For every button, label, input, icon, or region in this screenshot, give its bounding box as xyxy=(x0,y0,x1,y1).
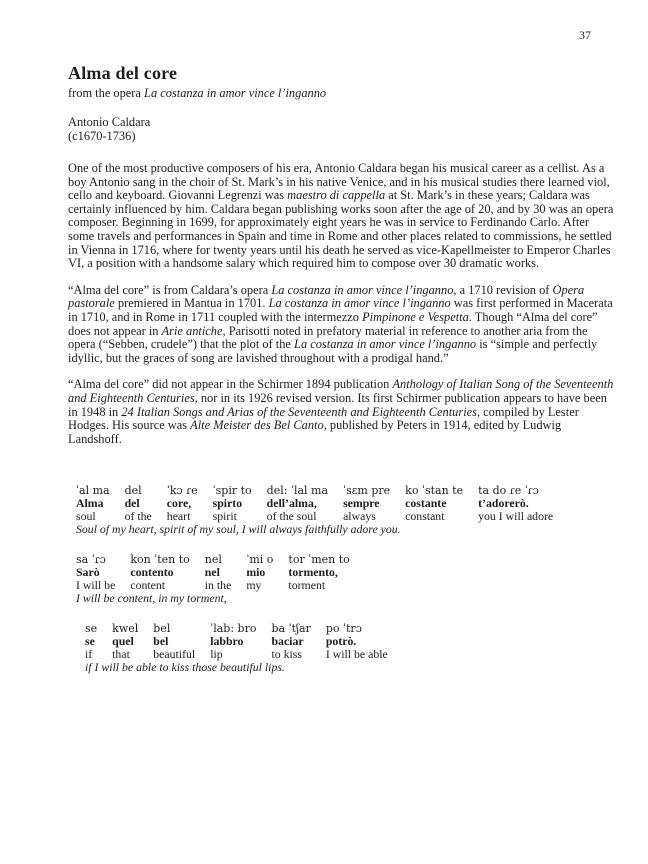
word-column xyxy=(478,484,553,523)
text-run: , nor in its 1926 revised version. Its first Schirmer publication appears to have been in 1948 in xyxy=(68,390,607,419)
italian-line: mio xyxy=(246,565,266,580)
italian-line: tormento, xyxy=(288,565,338,580)
italian-line: core, xyxy=(166,496,192,511)
gloss-line: my xyxy=(246,578,262,593)
italian-line: potrò. xyxy=(325,634,357,649)
translation-section xyxy=(76,484,614,674)
ipa-line: bel xyxy=(153,622,171,636)
italian-line: costante xyxy=(405,496,447,511)
text-run: at St. Mark’s in these years; Caldara was certainly influenced by him. Caldara began publishing works soon after the age of 20, and by 30 was an opera composer. Beginning in 1699, for approximately eight years he was in service to Ferdinando Carlo. After some travels and performances in Spain and time in Rome and other places related to commissions, he settled in Vienna in 1716, where for twenty years until his death he served as vice-Kapellmeister to Emperor Charles VI, a position with a handsome salary which required him to compose over 30 dramatic works. xyxy=(68,188,614,271)
text-run: from the opera xyxy=(68,86,145,100)
ipa-line: ko ˈstan te xyxy=(405,484,464,498)
word-column xyxy=(153,622,195,661)
ipa-line: nel xyxy=(204,553,222,567)
italic-text-run: La costanza in amor vince l’inganno xyxy=(268,296,451,311)
italian-line: se xyxy=(85,634,95,649)
gloss-line: you I will adore xyxy=(478,509,554,524)
italic-text-run: La costanza in amor vince l’inganno xyxy=(144,86,327,100)
word-column xyxy=(405,484,463,523)
gloss-line: in the xyxy=(204,578,232,593)
word-column xyxy=(271,622,310,661)
italic-text-run: Opera pastorale xyxy=(68,282,585,311)
gloss-line: to kiss xyxy=(271,647,302,662)
paragraph-publication-history xyxy=(68,378,614,446)
ipa-line: ˈlab: bro xyxy=(210,622,257,636)
italic-text-run: Arie antiche xyxy=(161,323,223,338)
word-column xyxy=(112,622,138,661)
song-subtitle xyxy=(68,86,614,100)
word-column xyxy=(125,484,152,523)
gloss-line: if xyxy=(85,647,93,662)
word-column xyxy=(205,553,232,592)
text-run: “Alma del core” is from Caldara’s opera xyxy=(68,282,272,297)
stanza-1 xyxy=(76,484,614,536)
song-title: Alma del core xyxy=(68,63,178,83)
word-column xyxy=(267,484,328,523)
italian-line: baciar xyxy=(271,634,304,649)
ipa-line: ˈsɛm pre xyxy=(343,484,391,498)
ipa-line: ˈmi o xyxy=(246,553,274,567)
text-run: . Though “Alma del core” does not appear in xyxy=(68,309,598,338)
italian-line: nel xyxy=(204,565,220,580)
ipa-line: tor ˈmen to xyxy=(288,553,350,567)
italian-line: bel xyxy=(153,634,169,649)
italic-text-run: La costanza in amor vince l’inganno xyxy=(294,337,477,352)
word-column xyxy=(76,484,110,523)
italian-line: quel xyxy=(112,634,134,649)
text-run: , published by Peters in 1914, edited by Ludwig Landshoff. xyxy=(68,418,562,446)
text-run: , compiled by Lester Hodges. His source was xyxy=(68,404,579,433)
literal-translation: if I will be able to kiss those beautiful lips. xyxy=(85,660,285,675)
italian-line: Alma xyxy=(76,496,104,511)
gloss-line: content xyxy=(130,578,166,593)
italian-line: del xyxy=(124,496,140,511)
ipa-line: se xyxy=(85,622,98,636)
italic-text-run: Alte Meister des Bel Canto xyxy=(190,418,324,433)
italian-line: labbro xyxy=(210,634,244,649)
composer-name: Antonio Caldara xyxy=(68,115,151,129)
literal-translation: Soul of my heart, spirit of my soul, I will always faithfully adore you. xyxy=(76,522,401,537)
page-content xyxy=(68,0,614,674)
gloss-line: of the xyxy=(124,509,152,524)
word-column xyxy=(213,484,252,523)
paragraph-biography xyxy=(68,162,614,271)
word-column xyxy=(210,622,256,661)
word-row xyxy=(85,622,614,661)
word-column xyxy=(167,484,198,523)
italic-text-run: La costanza in amor vince l’inganno xyxy=(271,282,454,297)
paragraph-opera-history xyxy=(68,284,614,366)
italian-line: Sarò xyxy=(76,565,100,580)
italic-text-run: 24 Italian Songs and Arias of the Seventeenth and Eighteenth Centuries xyxy=(121,404,477,419)
italian-line: sempre xyxy=(343,496,380,511)
composer-block xyxy=(68,115,614,143)
gloss-line: constant xyxy=(405,509,445,524)
ipa-line: po ˈtrɔ xyxy=(325,622,362,636)
stanza-3 xyxy=(85,622,614,674)
ipa-line: ba ˈtʃar xyxy=(271,622,311,636)
ipa-line: del: ˈlal ma xyxy=(266,484,329,498)
word-column xyxy=(326,622,388,661)
gloss-line: I will be xyxy=(76,578,116,593)
text-run: , Parisotti noted in prefatory material in reference to another aria from the opera (“Sebben, crudele”) that the plot of the xyxy=(68,323,588,352)
italian-line: contento xyxy=(130,565,174,580)
word-row xyxy=(76,484,614,523)
text-run: was first performed in Macerata in 1710, and in Rome in 1711 coupled with the intermezzo xyxy=(68,296,613,324)
ipa-line: del xyxy=(124,484,142,498)
gloss-line: always xyxy=(343,509,376,524)
ipa-line: kwel xyxy=(112,622,139,636)
word-column xyxy=(76,553,115,592)
italic-text-run: Pimpinone e Vespetta xyxy=(362,309,469,324)
gloss-line: that xyxy=(112,647,130,662)
text-run: , a 1710 revision of xyxy=(453,282,553,297)
gloss-line: soul xyxy=(76,509,96,524)
page-number: 37 xyxy=(579,28,591,42)
text-run: One of the most productive composers of his era, Antonio Caldara began his musical career as a cellist. As a boy Antonio sang in the choir of St. Mark’s in his native Venice, and in his musical studies there learned viol, cello and keyboard. Giovanni Legrenzi was xyxy=(68,161,610,203)
ipa-line: kon ˈten to xyxy=(130,553,190,567)
gloss-line: lip xyxy=(210,647,223,662)
word-column xyxy=(246,553,273,592)
italian-line: spirto xyxy=(212,496,243,511)
gloss-line: heart xyxy=(166,509,191,524)
gloss-line: of the soul xyxy=(266,509,317,524)
ipa-line: ta do ɾe ˈɾɔ xyxy=(478,484,539,498)
ipa-line: ˈkɔ ɾe xyxy=(166,484,198,498)
word-column xyxy=(130,553,189,592)
literal-translation: I will be content, in my torment, xyxy=(76,591,227,606)
gloss-line: spirit xyxy=(212,509,237,524)
text-run: premiered in Mantua in 1701. xyxy=(114,296,269,311)
ipa-line: ˈal ma xyxy=(76,484,110,498)
composer-dates: (c1670-1736) xyxy=(68,129,136,143)
text-run: “Alma del core” did not appear in the Schirmer 1894 publication xyxy=(68,377,393,392)
word-column xyxy=(343,484,390,523)
stanza-2 xyxy=(76,553,614,605)
gloss-line: torment xyxy=(288,578,326,593)
gloss-line: beautiful xyxy=(153,647,196,662)
word-column xyxy=(85,622,97,661)
italian-line: t’adorerò. xyxy=(478,496,529,511)
word-row xyxy=(76,553,614,592)
italic-text-run: Anthology of Italian Song of the Seventeenth and Eighteenth Centuries xyxy=(68,377,614,405)
ipa-line: sa ˈɾɔ xyxy=(76,553,106,567)
ipa-line: ˈspir to xyxy=(212,484,252,498)
gloss-line: I will be able xyxy=(325,647,388,662)
italic-text-run: maestro di cappella xyxy=(287,188,386,203)
italian-line: dell’alma, xyxy=(266,496,317,511)
word-column xyxy=(288,553,349,592)
text-run: is “simple and perfectly idyllic, but the graces of song are lavished throughout with a prodigal hand.” xyxy=(68,337,598,365)
